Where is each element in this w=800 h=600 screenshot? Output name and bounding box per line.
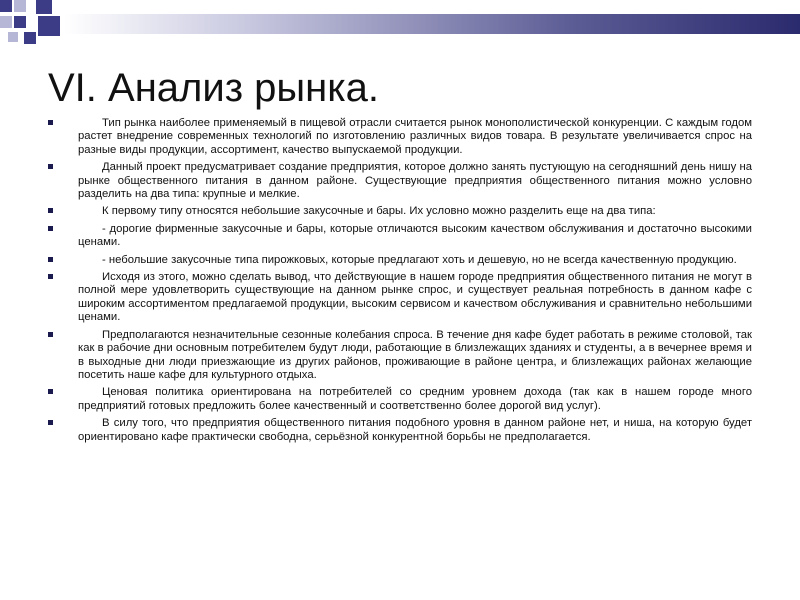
bullet-text: - небольшие закусочные типа пирожковых, которые предлагают хоть и дешевую, но не всегда качественную продукцию. xyxy=(102,253,737,266)
bullet-text: Данный проект предусматривает создание предприятия, которое должно занять пустующую на сегодняшний день нишу на рынке общественного питания в данном районе. Существующие предприятия общественного питания можно условно разделить на два типа: крупные и мелкие. xyxy=(78,161,752,201)
decor-square xyxy=(0,0,12,12)
header-decoration xyxy=(0,0,800,50)
bullet-text: Исходя из этого, можно сделать вывод, что действующие в нашем городе предприятия общественного питания не могут в полной мере удовлетворить существующие на данном рынке спрос, и существует реальная потребность в данном кафе с широким ассортиментом предлагаемой продукции, высоким сервисом и качеством обслуживания и сравнительно небольшими ценами. xyxy=(78,271,752,324)
decor-square xyxy=(14,16,26,28)
bullet-square-icon xyxy=(48,420,53,425)
bullet-text: Предполагаются незначительные сезонные колебания спроса. В течение дня кафе будет работать в режиме столовой, так как в рабочие дни основным потребителем будут люди, работающие в близлежащих зданиях и студенты, а в вечернее время и в выходные дни люди приезжающие из других районов, проживающие в районе центра, и близлежащих районах желающие посетить наше кафе для культурного отдыха. xyxy=(78,328,752,381)
decor-square xyxy=(8,32,18,42)
bullet-square-icon xyxy=(48,208,53,213)
list-item xyxy=(48,329,752,383)
decor-square xyxy=(24,32,36,44)
list-item xyxy=(48,254,752,267)
decor-square xyxy=(36,0,52,14)
list-item xyxy=(48,117,752,157)
bullet-text: В силу того, что предприятия общественного питания подобного уровня в данном районе нет, и ниша, на которую будет ориентировано кафе практически свободна, серьёзной конкурентной борьбы не предполагается. xyxy=(78,417,752,443)
bullet-square-icon xyxy=(48,274,53,279)
header-gradient-bar xyxy=(64,14,800,34)
list-item xyxy=(48,205,752,218)
slide-title: VI. Анализ рынка. xyxy=(48,66,379,110)
list-item xyxy=(48,161,752,201)
bullet-square-icon xyxy=(48,257,53,262)
list-item xyxy=(48,223,752,250)
list-item xyxy=(48,417,752,444)
bullet-square-icon xyxy=(48,164,53,169)
bullet-square-icon xyxy=(48,226,53,231)
bullet-text: К первому типу относятся небольшие закусочные и бары. Их условно можно разделить еще на два типа: xyxy=(102,205,656,218)
list-item xyxy=(48,271,752,325)
decor-square xyxy=(14,0,26,12)
bullet-text: Тип рынка наиболее применяемый в пищевой отрасли считается рынок монополистической конкуренции. С каждым годом растет внедрение современных технологий по изготовлению различных видов товара. В результате увеличивается спрос на разные виды продукции, ассортимент, качество выпускаемой продукции. xyxy=(78,117,752,156)
bullet-list xyxy=(48,117,752,448)
bullet-square-icon xyxy=(48,389,53,394)
decor-square xyxy=(38,16,60,36)
list-item xyxy=(48,386,752,413)
bullet-text: - дорогие фирменные закусочные и бары, которые отличаются высоким качеством обслуживания и достаточно высокими ценами. xyxy=(78,222,752,249)
bullet-square-icon xyxy=(48,332,53,337)
bullet-square-icon xyxy=(48,120,53,125)
decor-square xyxy=(0,16,12,28)
bullet-text: Ценовая политика ориентирована на потребителей со средним уровнем дохода (так как в нашем городе много предприятий готовых предложить более качественный и соответственно более дорогой вид услуг). xyxy=(78,386,752,412)
